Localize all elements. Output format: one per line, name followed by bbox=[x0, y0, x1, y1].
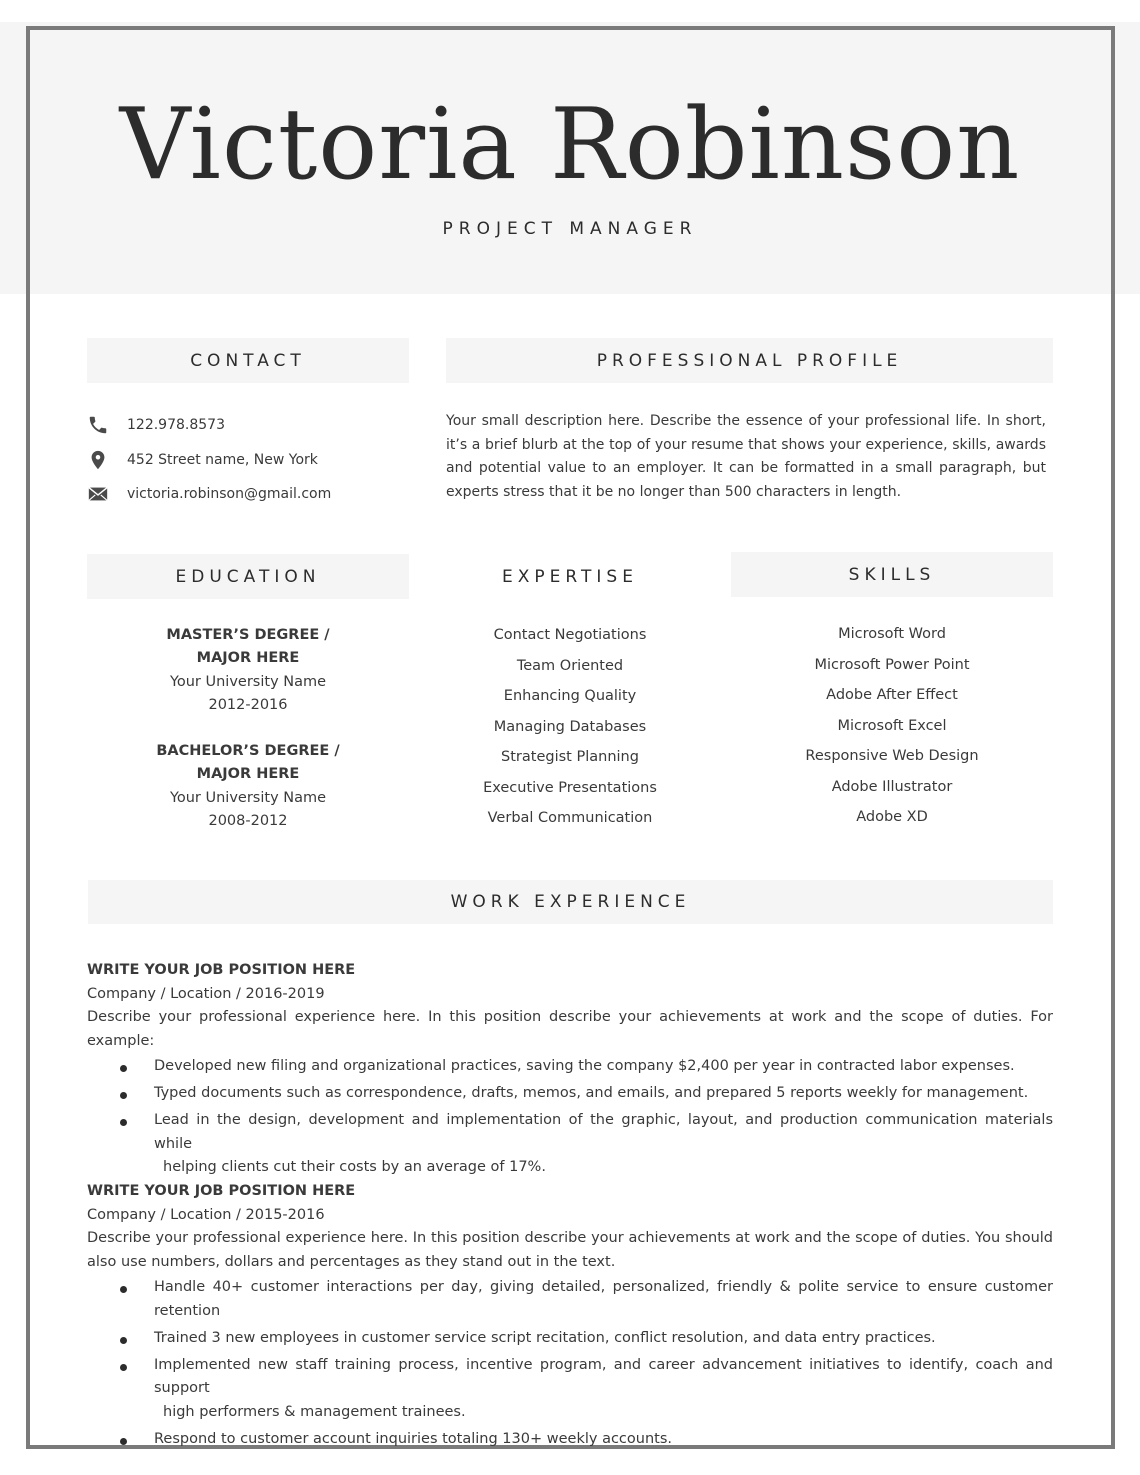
bullet-dot bbox=[120, 1119, 127, 1126]
candidate-name: Victoria Robinson bbox=[119, 88, 1021, 202]
list-item: Responsive Web Design bbox=[805, 748, 979, 764]
degree-title: BACHELOR’S DEGREE / bbox=[156, 743, 340, 760]
list-item: Trained 3 new employees in customer service script recitation, conflict resolution, and data entry practices. bbox=[87, 1327, 1053, 1351]
location-pin-icon bbox=[87, 449, 109, 471]
address-text: 452 Street name, New York bbox=[127, 452, 318, 468]
contact-heading: CONTACT bbox=[87, 338, 409, 383]
list-item: Executive Presentations bbox=[483, 779, 657, 796]
list-item: Adobe After Effect bbox=[826, 687, 958, 703]
work-heading: WORK EXPERIENCE bbox=[88, 880, 1053, 924]
job-description: Describe your professional experience here. In this position describe your achievements at work and the scope of duties. For example: bbox=[87, 1009, 1053, 1049]
bullet-dot bbox=[120, 1438, 127, 1445]
list-item: Enhancing Quality bbox=[503, 688, 637, 704]
contact-email bbox=[87, 483, 331, 505]
list-item: Adobe XD bbox=[856, 809, 928, 825]
list-item: Handle 40+ customer interactions per day, giving detailed, personalized, friendly & polite service to ensure customer retention bbox=[87, 1276, 1053, 1323]
bullet-dot bbox=[120, 1364, 127, 1371]
list-item: Microsoft Excel bbox=[837, 717, 947, 734]
skills-list bbox=[731, 619, 1053, 833]
bullet-dot bbox=[120, 1337, 127, 1344]
university-name: Your University Name bbox=[169, 673, 327, 690]
degree-major: MAJOR HERE bbox=[196, 766, 300, 783]
expertise-heading: EXPERTISE bbox=[502, 566, 638, 587]
list-item: Typed documents such as correspondence, drafts, memos, and emails, and prepared 5 reports weekly for management. bbox=[87, 1082, 1053, 1106]
list-item: Respond to customer account inquiries totaling 130+ weekly accounts. bbox=[87, 1428, 1053, 1452]
education-years: 2008-2012 bbox=[208, 813, 288, 830]
job-entry bbox=[87, 959, 1053, 1183]
degree-major: MAJOR HERE bbox=[196, 650, 300, 667]
bullet-dot bbox=[120, 1092, 127, 1099]
contact-phone bbox=[87, 414, 225, 436]
contact-address bbox=[87, 449, 318, 471]
bullet-dot bbox=[120, 1065, 127, 1072]
list-item: Microsoft Power Point bbox=[814, 656, 970, 673]
list-item: Managing Databases bbox=[493, 718, 647, 735]
list-item: Implemented new staff training process, incentive program, and career advancement initiatives to identify, coach and support high performers & management trainees. bbox=[87, 1354, 1053, 1425]
job-title: PROJECT MANAGER bbox=[442, 219, 698, 239]
phone-number[interactable]: 122.978.8573 bbox=[127, 417, 225, 433]
education-years: 2012-2016 bbox=[208, 696, 288, 713]
list-item: Verbal Communication bbox=[487, 810, 653, 826]
profile-heading: PROFESSIONAL PROFILE bbox=[446, 338, 1053, 383]
job-company: Company / Location / 2015-2016 bbox=[87, 1206, 325, 1223]
list-item: Adobe Illustrator bbox=[831, 778, 953, 795]
email-link[interactable]: victoria.robinson@gmail.com bbox=[127, 486, 332, 502]
education-heading: EDUCATION bbox=[87, 554, 409, 599]
list-item: Contact Negotiations bbox=[493, 627, 647, 643]
envelope-icon bbox=[87, 483, 109, 505]
job-bullets bbox=[87, 1055, 1053, 1180]
job-position: WRITE YOUR JOB POSITION HERE bbox=[87, 1183, 356, 1199]
profile-text: Your small description here. Describe the essence of your professional life. In short, it’s a brief blurb at the top of your resume that shows your experience, skills, awards and potential value to an employer. It can be formatted in a small paragraph, but experts stress that it be no longer than 500 characters in length. bbox=[446, 413, 1046, 500]
list-item: Lead in the design, development and implementation of the graphic, layout, and production communication materials while helping clients cut their costs by an average of 17%. bbox=[87, 1109, 1053, 1180]
bullet-dot bbox=[120, 1286, 127, 1293]
job-entry bbox=[87, 1180, 1053, 1455]
job-company: Company / Location / 2016-2019 bbox=[87, 985, 325, 1002]
phone-icon bbox=[87, 414, 109, 436]
education-list bbox=[87, 624, 409, 833]
list-item: Team Oriented bbox=[516, 657, 624, 674]
job-bullets bbox=[87, 1276, 1053, 1451]
skills-heading: SKILLS bbox=[731, 552, 1053, 597]
job-description: Describe your professional experience here. In this position describe your achievements at work and the scope of duties. You should also use numbers, dollars and percentages as they stand out in the text. bbox=[87, 1230, 1053, 1270]
list-item: Strategist Planning bbox=[501, 749, 639, 765]
job-position: WRITE YOUR JOB POSITION HERE bbox=[87, 962, 356, 978]
list-item: Developed new filing and organizational practices, saving the company $2,400 per year in contracted labor expenses. bbox=[87, 1055, 1053, 1079]
university-name: Your University Name bbox=[169, 789, 327, 806]
list-item: Microsoft Word bbox=[838, 626, 946, 642]
degree-title: MASTER’S DEGREE / bbox=[166, 627, 330, 643]
expertise-list bbox=[409, 620, 731, 834]
